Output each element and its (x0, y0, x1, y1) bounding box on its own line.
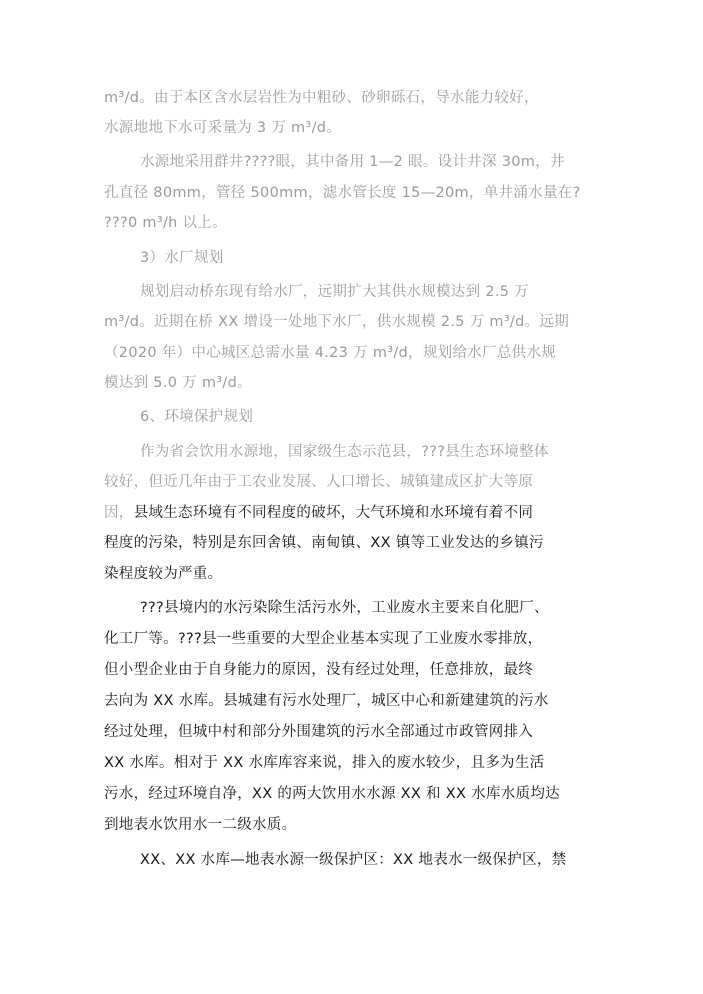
text-line: （2020 年）中心城区总需水量 4.23 万 m³/d，规划给水厂总供水规 (104, 345, 557, 361)
text-line: 但小型企业由于自身能力的原因，没有经过处理，任意排放，最终 (104, 662, 534, 678)
text-line: ???0 m³/h 以上。 (104, 215, 227, 231)
text-line: 孔直径 80mm，管径 500mm，滤水管长度 15—20m，单井涌水量在? (104, 185, 581, 201)
text-line: XX、XX 水库—地表水源一级保护区：XX 地表水一级保护区，禁 (140, 852, 567, 868)
text-line: 规划启动桥东现有给水厂，远期扩大其供水规模达到 2.5 万 (140, 284, 529, 300)
text-line: XX 水库。相对于 XX 水库库容来说，排入的废水较少，且多为生活 (104, 755, 545, 771)
section-heading: 6、环境保护规划 (140, 409, 254, 425)
section-heading: 3）水厂规划 (140, 250, 224, 266)
text-line: 较好，但近几年由于工农业发展、人口增长、城镇建成区扩大等原 (104, 474, 534, 490)
dark-text-fragment: 县域生态环境有不同程度的破坏，大气环境和水环境有着不同 (133, 505, 534, 521)
text-line: 污水，经过环境自净，XX 的两大饮用水水源 XX 和 XX 水库水质均达 (104, 786, 560, 802)
text-line: m³/d。由于本区含水层岩性为中粗砂、砂卵砾石，导水能力较好， (104, 90, 539, 106)
text-line: 作为省会饮用水源地，国家级生态示范县，???县生态环境整体 (140, 444, 549, 460)
mixed-text-line (104, 503, 604, 523)
text-line: 模达到 5.0 万 m³/d。 (104, 375, 252, 391)
text-line: 去向为 XX 水库。县城建有污水处理厂，城区中心和新建建筑的污水 (104, 693, 549, 709)
text-line: m³/d。近期在桥 XX 增设一处地下水厂，供水规模 2.5 万 m³/d。远期 (104, 314, 570, 330)
text-line: 程度的污染，特别是东回舍镇、南甸镇、XX 镇等工业发达的乡镇污 (104, 535, 544, 551)
text-line: 水源地采用群井????眼，其中备用 1—2 眼。设计井深 30m，井 (140, 154, 565, 170)
text-line: 到地表水饮用水一二级水质。 (104, 817, 297, 833)
faint-text-fragment: 因， (104, 505, 134, 521)
text-line: 水源地地下水可采量为 3 万 m³/d。 (104, 120, 342, 136)
text-line: 化工厂等。???县一些重要的大型企业基本实现了工业废水零排放， (104, 631, 543, 647)
text-line: 经过处理，但城中村和部分外围建筑的污水全部通过市政管网排入 (104, 724, 534, 740)
text-line: 染程度较为严重。 (104, 566, 223, 582)
text-line: ???县境内的水污染除生活污水外，工业废水主要来自化肥厂、 (140, 600, 549, 616)
